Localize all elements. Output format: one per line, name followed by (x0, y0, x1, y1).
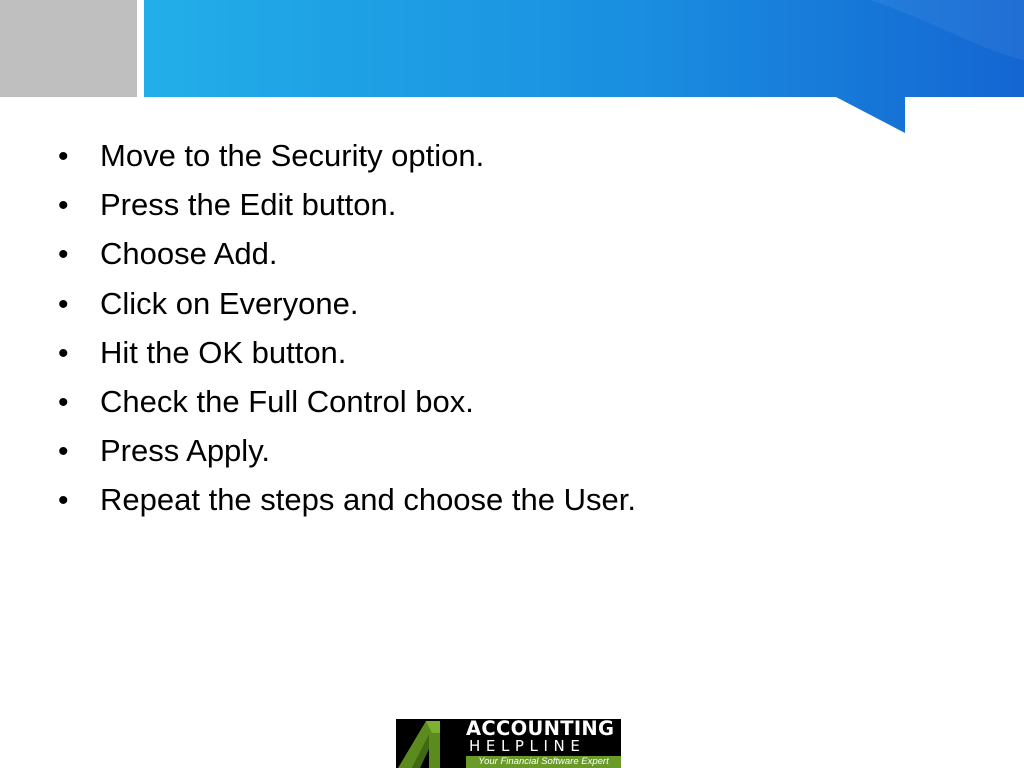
list-item (58, 384, 636, 433)
bullet-dot: • (58, 140, 69, 173)
list-item (58, 286, 636, 335)
list-item (58, 187, 636, 236)
bullet-dot: • (58, 385, 69, 419)
bullet-text: Press the Edit button. (100, 187, 397, 223)
bullet-text: Hit the OK button. (100, 334, 347, 370)
bullet-text: Check the Full Control box. (100, 383, 474, 419)
list-item (58, 482, 636, 531)
logo-tagline: Your Financial Software Expert (466, 756, 621, 768)
header-banner (0, 0, 1024, 140)
list-item (58, 236, 636, 285)
bullet-dot: • (58, 336, 69, 370)
bullet-dot: • (58, 189, 69, 223)
bullet-dot: • (58, 287, 69, 321)
list-item (58, 433, 636, 482)
logo-subtitle: HELPLINE (469, 737, 586, 755)
bullet-list (58, 138, 636, 532)
bullet-text: Repeat the steps and choose the User. (100, 482, 636, 518)
logo-title: ACCOUNTING (466, 719, 615, 740)
bullet-text: Press Apply. (100, 433, 271, 469)
header-banner-shape (144, 0, 1024, 133)
accounting-helpline-logo (396, 719, 621, 768)
bullet-text: Click on Everyone. (100, 285, 359, 321)
bullet-dot: • (58, 484, 69, 518)
list-item (58, 138, 636, 187)
bullet-dot: • (58, 435, 69, 469)
logo-a-mark-icon (396, 719, 462, 768)
list-item (58, 335, 636, 384)
bullet-dot: • (58, 238, 69, 272)
bullet-text: Choose Add. (100, 236, 278, 272)
bullet-text: Move to the Security option. (100, 138, 485, 173)
